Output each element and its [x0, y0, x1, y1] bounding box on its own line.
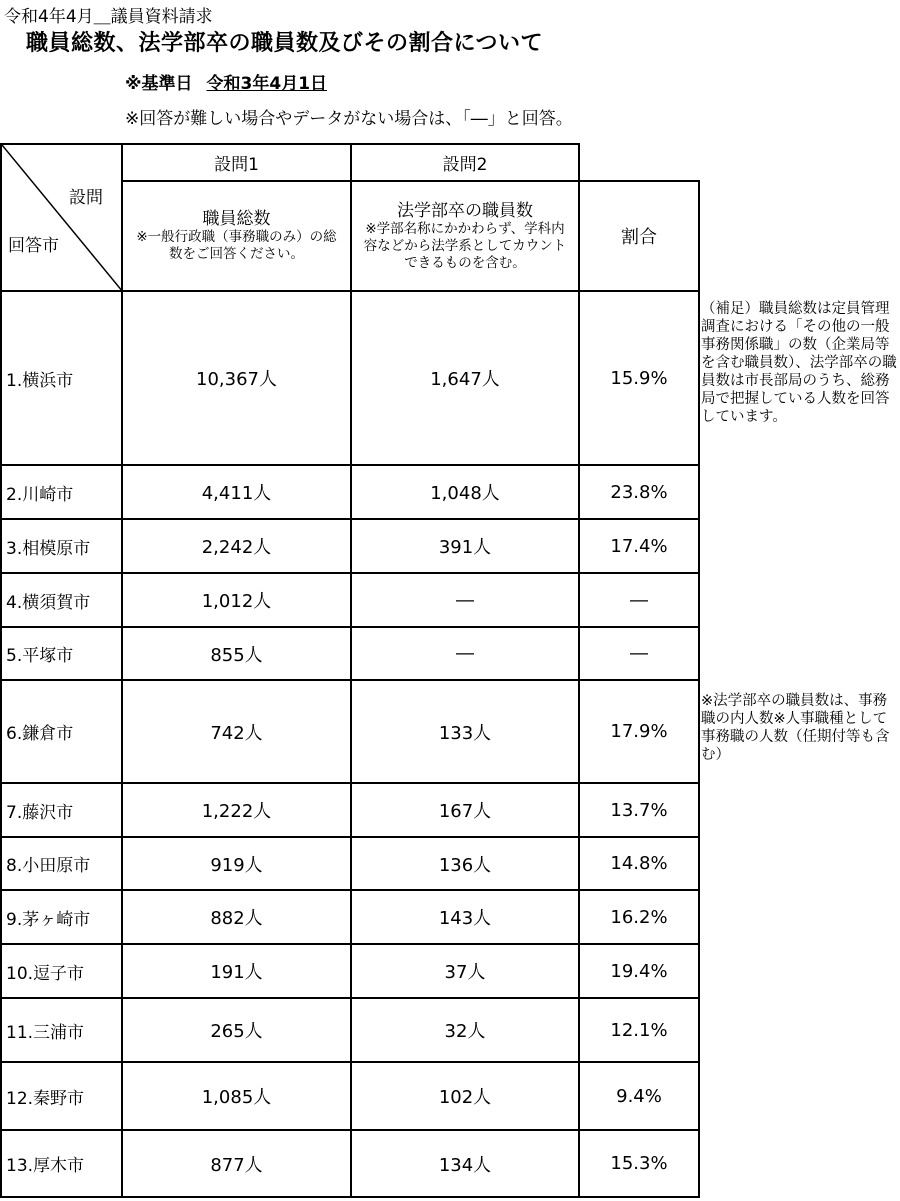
diagonal-line [2, 145, 123, 292]
table-row [1, 783, 699, 837]
city-cell: 5.平塚市 [1, 627, 122, 680]
total-staff-cell: 1,222人 [122, 783, 351, 837]
corner-cell [1, 144, 122, 291]
table-row [1, 837, 699, 890]
ratio-cell: 14.8% [579, 837, 699, 890]
city-cell: 2.川崎市 [1, 465, 122, 519]
table-row [1, 944, 699, 998]
city-cell: 9.茅ヶ崎市 [1, 890, 122, 944]
ratio-cell: 23.8% [579, 465, 699, 519]
table-row [1, 1062, 699, 1130]
law-grad-cell: 143人 [351, 890, 579, 944]
law-grad-cell: ― [351, 627, 579, 680]
city-cell: 4.横須賀市 [1, 573, 122, 627]
law-grad-cell: 134人 [351, 1130, 579, 1197]
table-row [1, 1130, 699, 1197]
ratio-cell: 15.9% [579, 291, 699, 465]
ratio-cell: 16.2% [579, 890, 699, 944]
staff-table [0, 143, 700, 1198]
law-grad-cell: 102人 [351, 1062, 579, 1130]
law-grad-cell: 32人 [351, 998, 579, 1062]
city-cell: 11.三浦市 [1, 998, 122, 1062]
city-cell: 12.秦野市 [1, 1062, 122, 1130]
question-row [1, 144, 699, 181]
table-row [1, 291, 699, 465]
total-staff-cell: 1,085人 [122, 1062, 351, 1130]
total-staff-cell: 1,012人 [122, 573, 351, 627]
ratio-cell: 15.3% [579, 1130, 699, 1197]
question-2-header: 設問2 [351, 144, 579, 181]
request-line: 令和4年4月＿議員資料請求 [4, 7, 213, 27]
question-1-header: 設問1 [122, 144, 351, 181]
table-row [1, 519, 699, 573]
total-staff-cell: 10,367人 [122, 291, 351, 465]
law-grad-title: 法学部卒の職員数 [397, 200, 533, 221]
ratio-cell: 13.7% [579, 783, 699, 837]
total-staff-cell: 265人 [122, 998, 351, 1062]
law-grad-header [351, 181, 579, 291]
table-row [1, 998, 699, 1062]
basis-label: ※基準日 [125, 74, 193, 94]
city-cell: 1.横浜市 [1, 291, 122, 465]
ratio-cell: 12.1% [579, 998, 699, 1062]
ratio-cell: 17.4% [579, 519, 699, 573]
answer-note: ※回答が難しい場合やデータがない場合は、「―」と回答。 [125, 109, 573, 129]
total-staff-note: ※一般行政職（事務職のみ）の総数をご回答ください。 [136, 229, 337, 262]
basis-date: 令和3年4月1日 [206, 74, 328, 94]
total-staff-title: 職員総数 [202, 209, 271, 229]
law-grad-cell: 37人 [351, 944, 579, 998]
ratio-cell: ― [579, 627, 699, 680]
total-staff-header [122, 181, 351, 291]
table-row [1, 465, 699, 519]
total-staff-cell: 919人 [122, 837, 351, 890]
corner-city-label: 回答市 [8, 236, 59, 256]
ratio-cell: 19.4% [579, 944, 699, 998]
kamakura-note: ※法学部卒の職員数は、事務職の内人数※人事職種として事務職の人数（任期付等も含む） [701, 693, 890, 763]
law-grad-cell: 167人 [351, 783, 579, 837]
total-staff-cell: 191人 [122, 944, 351, 998]
law-grad-cell: 1,647人 [351, 291, 579, 465]
city-cell: 7.藤沢市 [1, 783, 122, 837]
city-cell: 8.小田原市 [1, 837, 122, 890]
ratio-header: 割合 [579, 181, 699, 291]
law-grad-cell: ― [351, 573, 579, 627]
table-row [1, 627, 699, 680]
city-cell: 3.相模原市 [1, 519, 122, 573]
total-staff-cell: 4,411人 [122, 465, 351, 519]
page-title: 職員総数、法学部卒の職員数及びその割合について [26, 31, 544, 56]
city-cell: 6.鎌倉市 [1, 680, 122, 783]
law-grad-cell: 136人 [351, 837, 579, 890]
city-cell: 13.厚木市 [1, 1130, 122, 1197]
table-row [1, 890, 699, 944]
law-grad-cell: 391人 [351, 519, 579, 573]
corner-question-label: 設問 [69, 188, 103, 208]
law-grad-cell: 1,048人 [351, 465, 579, 519]
total-staff-cell: 882人 [122, 890, 351, 944]
yokohama-supplement-note: （補足）職員総数は定員管理調査における「その他の一般事務関係職」の数（企業局等を含む職員数）、法学部卒の職員数は市長部局のうち、総務局で把握している人数を回答しています。 [701, 301, 897, 425]
ratio-cell: 17.9% [579, 680, 699, 783]
law-grad-cell: 133人 [351, 680, 579, 783]
table-row [1, 680, 699, 783]
law-grad-note: ※学部名称にかかわらず、学科内容などから法学系としてカウントできるものを含む。 [363, 220, 567, 271]
basis-date-line [125, 69, 327, 94]
table-row [1, 573, 699, 627]
ratio-cell: 9.4% [579, 1062, 699, 1130]
blank-cell [579, 144, 699, 181]
ratio-cell: ― [579, 573, 699, 627]
total-staff-cell: 877人 [122, 1130, 351, 1197]
total-staff-cell: 2,242人 [122, 519, 351, 573]
total-staff-cell: 855人 [122, 627, 351, 680]
total-staff-cell: 742人 [122, 680, 351, 783]
city-cell: 10.逗子市 [1, 944, 122, 998]
